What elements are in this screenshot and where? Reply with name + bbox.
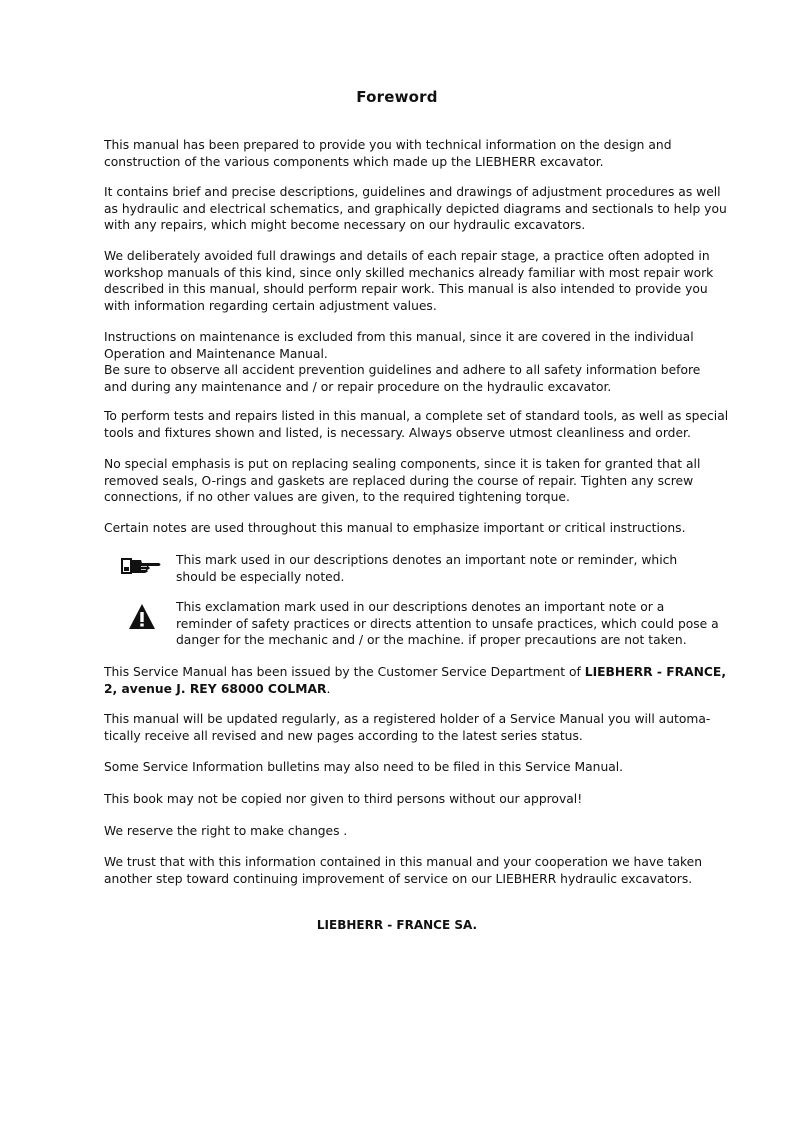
issued-text: This Service Manual has been issued by the Customer Service Department of: [104, 665, 585, 679]
text-line: It contains brief and precise descriptions, guidelines and drawings of adjustment procedures as well: [104, 185, 721, 199]
text-line: This book may not be copied nor given to third persons without our approval!: [104, 792, 583, 806]
page-title: Foreword: [356, 88, 438, 106]
text-line: To perform tests and repairs listed in this manual, a complete set of standard tools, as well as special: [104, 409, 729, 423]
paragraph-drawings: [104, 248, 717, 314]
text-line: Some Service Information bulletins may also need to be filed in this Service Manual.: [104, 760, 624, 774]
warning-triangle-icon: [128, 603, 156, 634]
note-safety: [176, 599, 717, 649]
text-line: as hydraulic and electrical schematics, and graphically depicted diagrams and sectionals to help you: [104, 201, 727, 216]
paragraph-seals: [104, 456, 717, 506]
text-line: Certain notes are used throughout this manual to emphasize important or critical instructions.: [104, 521, 686, 535]
paragraph-trust: [104, 854, 717, 887]
text-line: Operation and Maintenance Manual.: [104, 346, 328, 361]
text-line: should be especially noted.: [176, 569, 345, 584]
text-line: with any repairs, which might become necessary on our hydraulic excavators.: [104, 218, 586, 232]
text-line: tically receive all revised and new pages according to the latest series status.: [104, 728, 583, 743]
text-line: This mark used in our descriptions denotes an important note or reminder, which: [176, 553, 678, 567]
company-address: 2, avenue J. REY 68000 COLMAR: [104, 681, 327, 696]
text-line: No special emphasis is put on replacing sealing components, since it is taken for granted that all: [104, 457, 701, 471]
paragraph-changes: [104, 823, 717, 840]
text-line: We trust that with this information contained in this manual and your cooperation we have taken: [104, 855, 703, 869]
text-line: reminder of safety practices or directs attention to unsafe practices, which could pose a: [176, 616, 719, 631]
text-line: and during any maintenance and / or repair procedure on the hydraulic excavator.: [104, 379, 612, 394]
paragraph-updates: [104, 711, 717, 744]
text-line: We reserve the right to make changes .: [104, 824, 348, 838]
text-line: This manual will be updated regularly, as a registered holder of a Service Manual you will automa-: [104, 712, 711, 726]
text-line: removed seals, O-rings and gaskets are replaced during the course of repair. Tighten any screw: [104, 473, 694, 488]
paragraph-issued-by: [104, 664, 726, 697]
text-line: with information regarding certain adjustment values.: [104, 298, 437, 313]
signature: LIEBHERR - FRANCE SA.: [316, 918, 478, 932]
text-line: danger for the mechanic and / or the machine. if proper precautions are not taken.: [176, 633, 687, 647]
period-text: .: [326, 681, 331, 696]
note-important: [176, 552, 717, 585]
text-line: We deliberately avoided full drawings and details of each repair stage, a practice often adopted in: [104, 249, 710, 263]
text-line: Be sure to observe all accident prevention guidelines and adhere to all safety information before: [104, 363, 701, 377]
paragraph-tools: [104, 408, 729, 441]
text-line: connections, if no other values are given, to the required tightening torque.: [104, 490, 570, 504]
paragraph-intro: [104, 137, 717, 170]
paragraph-contents: [104, 184, 727, 234]
pointing-hand-icon: [121, 556, 163, 580]
text-line: [104, 664, 726, 681]
text-line: Instructions on maintenance is excluded from this manual, since it are covered in the individual: [104, 330, 694, 344]
text-line: This exclamation mark used in our descriptions denotes an important note or a: [176, 600, 665, 614]
company-name: LIEBHERR - FRANCE,: [584, 665, 726, 679]
text-line: [104, 681, 717, 698]
paragraph-bulletins: [104, 759, 717, 776]
text-line: tools and fixtures shown and listed, is necessary. Always observe utmost cleanliness and order.: [104, 425, 691, 440]
text-line: workshop manuals of this kind, since only skilled mechanics already familiar with most repair work: [104, 265, 714, 280]
text-line: another step toward continuing improvement of service on our LIEBHERR hydraulic excavators.: [104, 871, 693, 886]
text-line: This manual has been prepared to provide you with technical information on the design and: [104, 138, 672, 152]
text-line: construction of the various components which made up the LIEBHERR excavator.: [104, 154, 604, 169]
text-line: described in this manual, should perform repair work. This manual is also intended to provide you: [104, 282, 708, 296]
paragraph-copyright: [104, 791, 717, 808]
paragraph-notes-intro: [104, 520, 717, 537]
paragraph-maintenance: [104, 329, 717, 395]
